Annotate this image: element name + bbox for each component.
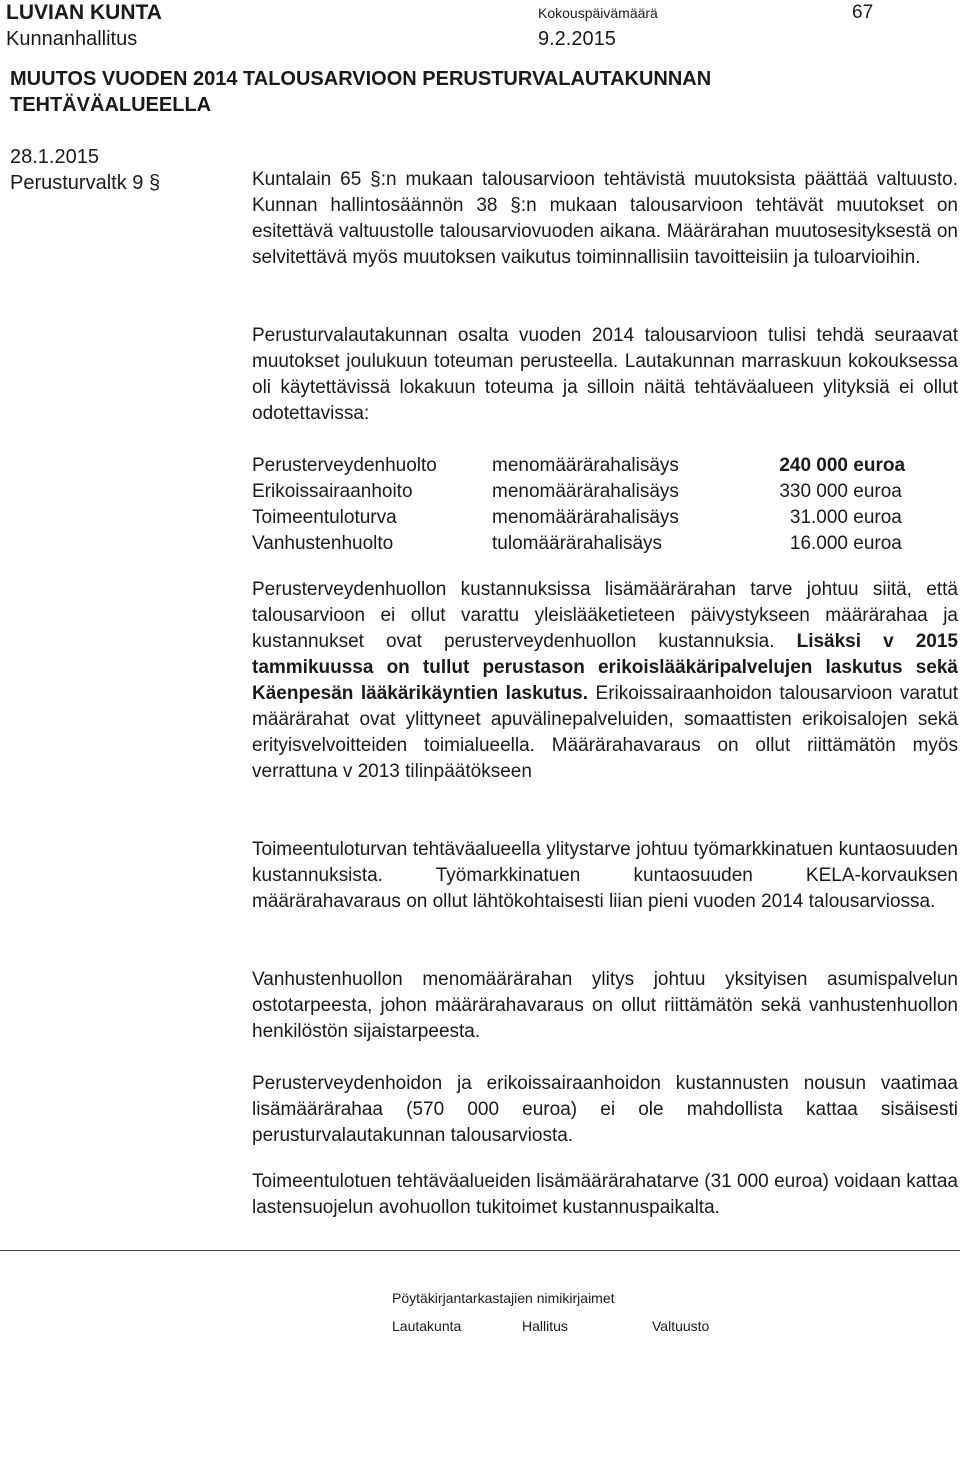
table-cell-area: Erikoissairaanhoito <box>252 481 413 502</box>
table-cell-type: menomäärärahalisäys <box>492 507 679 528</box>
bold-text-span: Lisäksi v 2015 tammikuussa on tullut perustason erikoislääkäripalvelujen laskutus sekä Käenpesän lääkärikäyntien laskutus. <box>252 631 959 704</box>
paragraph-coverage: Perusterveydenhoidon ja erikoissairaanhoidon kustannusten nousun vaatimaa lisämäärärahaa (570 000 euroa) ei ole mahdollista kattaa sisäisesti perusturvalautakunnan talousarviosta. <box>252 1073 958 1146</box>
paragraph-elderly-care: Vanhustenhuollon menomäärärahan ylitys johtuu yksityisen asumispalvelun ostotarpeesta, johon määrärahavaraus on ollut riittämätön sekä vanhustenhuollon henkilöstön sijaistarpeesta. <box>252 969 958 1042</box>
date-label: Kokouspäivämäärä <box>538 5 658 21</box>
table-cell-area: Toimeentuloturva <box>252 507 397 528</box>
footer-government: Hallitus <box>522 1318 568 1334</box>
section-date: 28.1.2015 <box>10 146 99 168</box>
footer-board: Lautakunta <box>392 1318 462 1334</box>
paragraph-income-security: Toimeentuloturvan tehtäväalueella ylitystarve johtuu työmarkkinatuen kuntaosuuden kustannuksista. Työmarkkinatuen kuntaosuuden KELA-korvauksen määrärahavaraus on ollut lähtökohtaisesti liian pieni vuoden 2014 talousarviossa. <box>252 839 958 912</box>
text-span: Erikoissairaanhoidon talousarvioon varatut määrärahat ovat ylittyneet apuvälinepalveluiden, somaattisten erikoisalojen sekä erityisvelvoitteiden toimialueella. Määrärahavaraus on ollut riittämätön myös verrattuna v 2013 tilinpäätökseen <box>252 683 958 782</box>
paragraph-changes-intro: Perusturvalautakunnan osalta vuoden 2014 talousarvioon tulisi tehdä seuraavat muutokset joulukuun toteuman perusteella. Lautakunnan marraskuun kokouksessa oli käytettävissä lokakuun toteuma ja silloin näitä tehtäväalueen ylityksiä ei ollut odotettavissa: <box>252 325 958 424</box>
paragraph-income-support: Toimeentulotuen tehtäväalueiden lisämäärärahatarve (31 000 euroa) voidaan kattaa lastensuojelun avohuollon tukitoimet kustannuspaikalta. <box>252 1171 958 1218</box>
page-number: 67 <box>852 2 874 23</box>
table-cell-unit: euroa <box>853 455 906 476</box>
document-title: MUUTOS VUODEN 2014 TALOUSARVIOON PERUSTURVALAUTAKUNNAN TEHTÄVÄALUEELLA <box>10 68 712 116</box>
organization-name: LUVIAN KUNTA <box>6 1 162 24</box>
table-cell-unit: euroa <box>853 507 902 528</box>
paragraph-legal-basis: Kuntalain 65 §:n mukaan talousarvioon tehtävistä muutoksista päättää valtuusto. Kunnan hallintosäännön 38 §:n mukaan talousarvioon tehtävät muutokset on esitettävä valtuustolle talousarviovuoden aikana. Määrärahan muutosesityksestä on selvitettävä myös muutoksen vaikutus toiminnallisiin tavoitteisiin ja tuloarvioihin. <box>252 169 958 268</box>
table-cell-unit: euroa <box>853 481 902 502</box>
table-row <box>252 453 946 479</box>
table-cell-amount: 330 000 <box>779 481 848 502</box>
table-row <box>252 531 946 557</box>
footer-initials-label: Pöytäkirjantarkastajien nimikirjaimet <box>392 1290 615 1306</box>
footer-divider <box>0 1250 960 1251</box>
meeting-date: 9.2.2015 <box>538 28 616 50</box>
table-cell-amount: 16.000 <box>789 533 848 554</box>
governing-body: Kunnanhallitus <box>6 28 138 50</box>
section-reference: Perusturvaltk 9 § <box>10 172 161 194</box>
text-span: Perusterveydenhuollon kustannuksissa lisämäärärahan tarve johtuu siitä, että talousarvioon ei ollut varattu yleislääketieteen päivystykseen määrärahaa ja kustannukset ovat perusterveydenhuollon kustannuksia. <box>252 579 958 652</box>
table-cell-unit: euroa <box>853 533 902 554</box>
table-cell-type: menomäärärahalisäys <box>492 455 679 476</box>
paragraph-health-care-costs <box>252 577 958 785</box>
table-cell-type: tulomäärärahalisäys <box>492 533 663 554</box>
table-cell-area: Perusterveydenhuolto <box>252 455 437 476</box>
table-cell-amount: 31.000 <box>789 507 848 528</box>
table-cell-area: Vanhustenhuolto <box>252 533 394 554</box>
table-row <box>252 479 946 505</box>
budget-changes-table <box>252 453 946 557</box>
footer-council: Valtuusto <box>652 1318 710 1334</box>
table-row <box>252 505 946 531</box>
table-cell-amount: 240 000 <box>779 455 848 476</box>
table-cell-type: menomäärärahalisäys <box>492 481 679 502</box>
